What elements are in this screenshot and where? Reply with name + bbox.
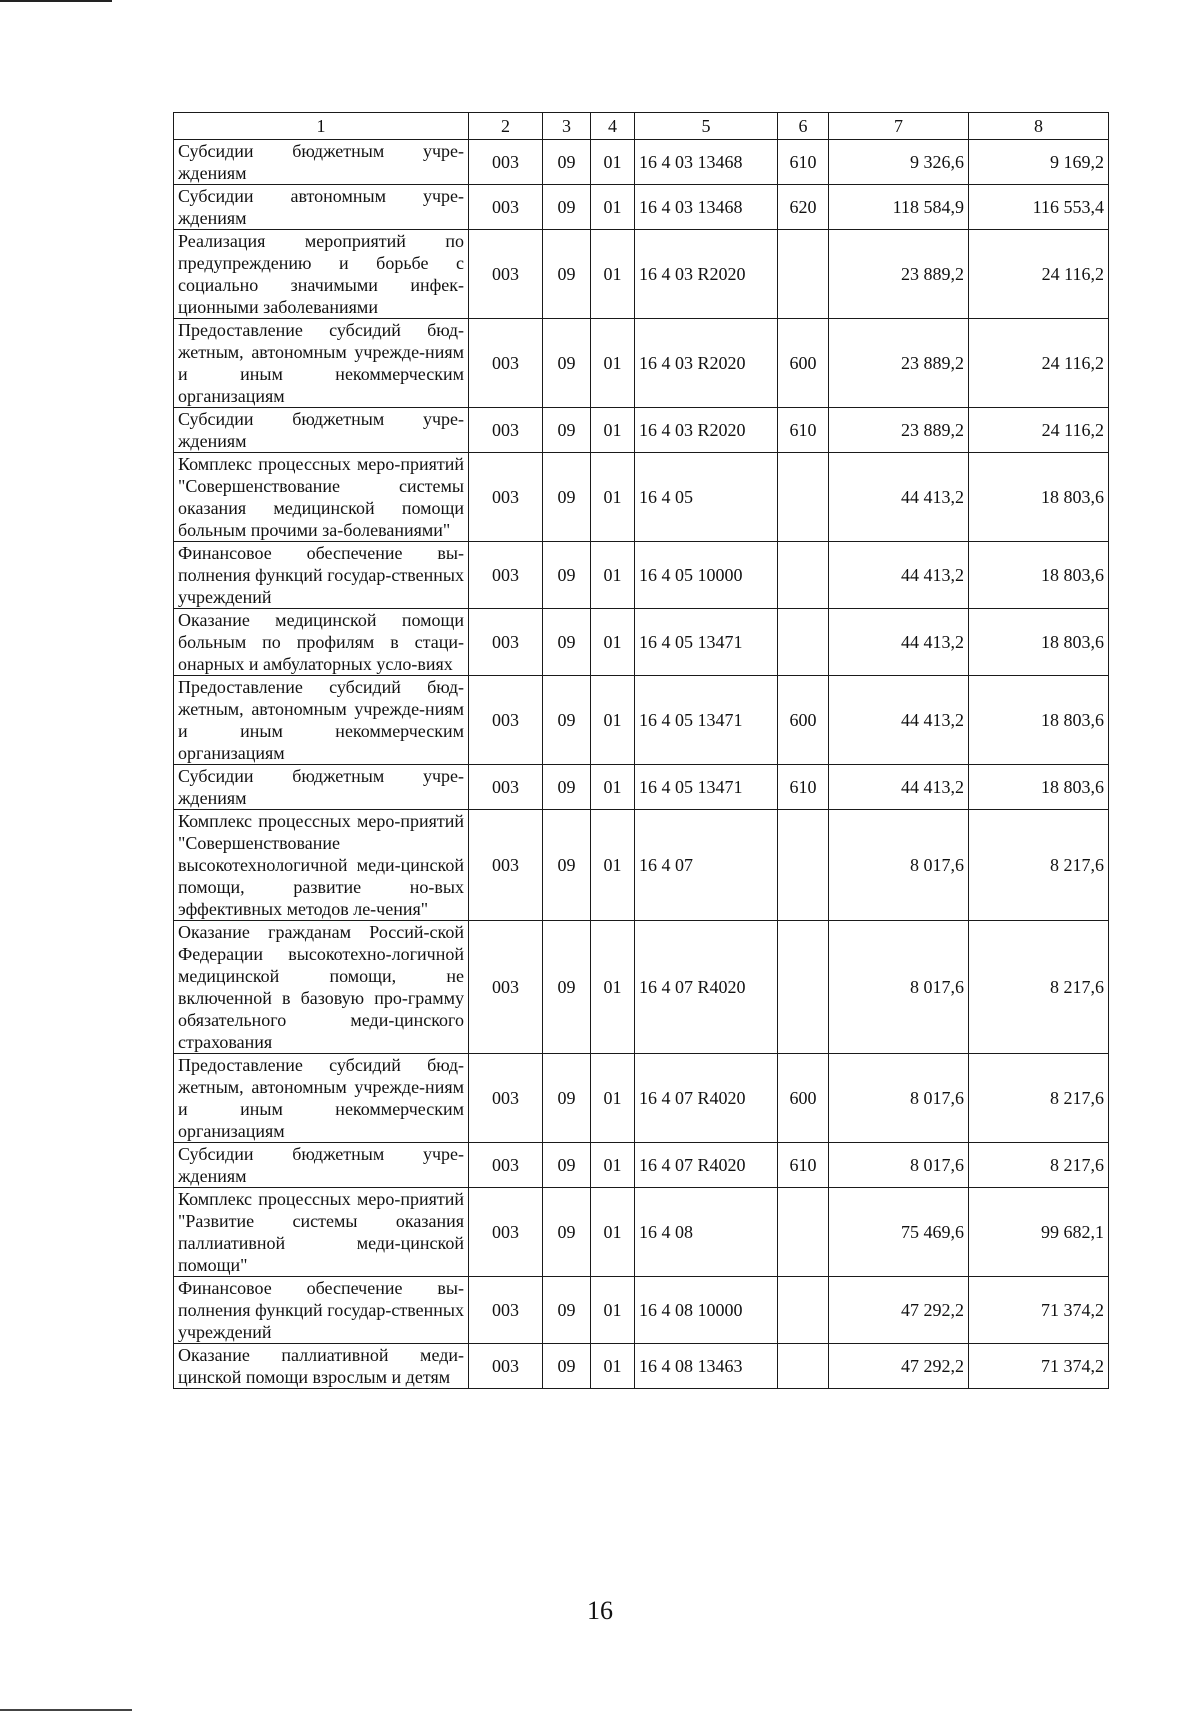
row-name-cell: Оказание гражданам Россий-ской Федерации высокотехно-логичной медицинской помощи, не включенной в базовую про-грамму обязательного меди-цинского страхования — [174, 921, 469, 1054]
row-name-cell: Финансовое обеспечение вы-полнения функций государ-ственных учреждений — [174, 1277, 469, 1344]
col-8-cell: 8 217,6 — [969, 1054, 1109, 1143]
col-2-cell: 003 — [469, 1188, 543, 1277]
col-8-cell: 18 803,6 — [969, 765, 1109, 810]
col-3-cell: 09 — [543, 676, 591, 765]
col-5-cell: 16 4 03 13468 — [635, 140, 778, 185]
column-header: 1 — [174, 113, 469, 140]
col-7-cell: 23 889,2 — [829, 230, 969, 319]
table-row — [174, 319, 1109, 408]
col-2-cell: 003 — [469, 408, 543, 453]
table-row — [174, 1277, 1109, 1344]
table-row — [174, 542, 1109, 609]
col-6-cell — [778, 542, 829, 609]
table-row — [174, 1054, 1109, 1143]
column-header: 8 — [969, 113, 1109, 140]
col-7-cell: 23 889,2 — [829, 408, 969, 453]
col-8-cell: 99 682,1 — [969, 1188, 1109, 1277]
col-8-cell: 9 169,2 — [969, 140, 1109, 185]
table-row — [174, 408, 1109, 453]
col-7-cell: 8 017,6 — [829, 810, 969, 921]
col-8-cell: 8 217,6 — [969, 810, 1109, 921]
col-8-cell: 71 374,2 — [969, 1277, 1109, 1344]
table-body — [174, 140, 1109, 1389]
col-3-cell: 09 — [543, 921, 591, 1054]
col-4-cell: 01 — [591, 810, 635, 921]
col-2-cell: 003 — [469, 185, 543, 230]
col-8-cell: 8 217,6 — [969, 921, 1109, 1054]
col-2-cell: 003 — [469, 1344, 543, 1389]
table-row — [174, 1188, 1109, 1277]
table-row — [174, 676, 1109, 765]
column-header: 6 — [778, 113, 829, 140]
row-name-cell: Оказание медицинской помощи больным по профилям в стаци-онарных и амбулаторных усло-виях — [174, 609, 469, 676]
row-name-cell: Субсидии бюджетным учре-ждениям — [174, 765, 469, 810]
col-6-cell: 600 — [778, 1054, 829, 1143]
row-name-cell: Комплекс процессных меро-приятий "Развитие системы оказания паллиативной меди-цинской помощи" — [174, 1188, 469, 1277]
col-4-cell: 01 — [591, 765, 635, 810]
col-4-cell: 01 — [591, 609, 635, 676]
col-4-cell: 01 — [591, 1188, 635, 1277]
col-5-cell: 16 4 05 10000 — [635, 542, 778, 609]
row-name-cell: Предоставление субсидий бюд-жетным, автономным учрежде-ниям и иным некоммерческим организациям — [174, 676, 469, 765]
row-name-cell: Предоставление субсидий бюд-жетным, автономным учрежде-ниям и иным некоммерческим организациям — [174, 319, 469, 408]
col-3-cell: 09 — [543, 609, 591, 676]
row-name-cell: Предоставление субсидий бюд-жетным, автономным учрежде-ниям и иным некоммерческим организациям — [174, 1054, 469, 1143]
col-3-cell: 09 — [543, 542, 591, 609]
col-5-cell: 16 4 03 R2020 — [635, 230, 778, 319]
col-2-cell: 003 — [469, 1143, 543, 1188]
col-6-cell: 610 — [778, 765, 829, 810]
row-name-cell: Комплекс процессных меро-приятий "Совершенствование системы оказания медицинской помощи больным прочими за-болеваниями" — [174, 453, 469, 542]
col-4-cell: 01 — [591, 676, 635, 765]
col-4-cell: 01 — [591, 542, 635, 609]
col-6-cell: 620 — [778, 185, 829, 230]
col-5-cell: 16 4 03 R2020 — [635, 319, 778, 408]
table-row — [174, 810, 1109, 921]
col-4-cell: 01 — [591, 185, 635, 230]
column-header: 3 — [543, 113, 591, 140]
col-4-cell: 01 — [591, 1277, 635, 1344]
col-2-cell: 003 — [469, 542, 543, 609]
col-7-cell: 118 584,9 — [829, 185, 969, 230]
col-6-cell — [778, 1344, 829, 1389]
col-8-cell: 24 116,2 — [969, 230, 1109, 319]
row-name-cell: Оказание паллиативной меди-цинской помощи взрослым и детям — [174, 1344, 469, 1389]
col-5-cell: 16 4 05 — [635, 453, 778, 542]
col-8-cell: 116 553,4 — [969, 185, 1109, 230]
col-2-cell: 003 — [469, 319, 543, 408]
col-2-cell: 003 — [469, 1054, 543, 1143]
col-4-cell: 01 — [591, 140, 635, 185]
table-row — [174, 230, 1109, 319]
col-5-cell: 16 4 07 R4020 — [635, 921, 778, 1054]
col-3-cell: 09 — [543, 408, 591, 453]
col-3-cell: 09 — [543, 1277, 591, 1344]
column-header: 5 — [635, 113, 778, 140]
col-2-cell: 003 — [469, 1277, 543, 1344]
col-3-cell: 09 — [543, 765, 591, 810]
table-row — [174, 1143, 1109, 1188]
col-3-cell: 09 — [543, 453, 591, 542]
col-7-cell: 44 413,2 — [829, 676, 969, 765]
col-7-cell: 9 326,6 — [829, 140, 969, 185]
column-header: 4 — [591, 113, 635, 140]
table-row — [174, 140, 1109, 185]
col-7-cell: 8 017,6 — [829, 921, 969, 1054]
col-4-cell: 01 — [591, 1143, 635, 1188]
row-name-cell: Субсидии бюджетным учре-ждениям — [174, 408, 469, 453]
col-3-cell: 09 — [543, 1143, 591, 1188]
col-3-cell: 09 — [543, 230, 591, 319]
col-6-cell — [778, 921, 829, 1054]
col-8-cell: 18 803,6 — [969, 542, 1109, 609]
table-header-row — [174, 113, 1109, 140]
col-8-cell: 8 217,6 — [969, 1143, 1109, 1188]
col-2-cell: 003 — [469, 609, 543, 676]
col-5-cell: 16 4 08 10000 — [635, 1277, 778, 1344]
col-6-cell: 600 — [778, 676, 829, 765]
col-8-cell: 71 374,2 — [969, 1344, 1109, 1389]
table-row — [174, 453, 1109, 542]
bottom-edge-mark — [0, 1709, 132, 1711]
row-name-cell: Финансовое обеспечение вы-полнения функций государ-ственных учреждений — [174, 542, 469, 609]
budget-table — [173, 112, 1109, 1389]
row-name-cell: Субсидии автономным учре-ждениям — [174, 185, 469, 230]
col-5-cell: 16 4 05 13471 — [635, 609, 778, 676]
column-header: 2 — [469, 113, 543, 140]
row-name-cell: Субсидии бюджетным учре-ждениям — [174, 140, 469, 185]
col-7-cell: 44 413,2 — [829, 765, 969, 810]
col-4-cell: 01 — [591, 453, 635, 542]
col-8-cell: 18 803,6 — [969, 453, 1109, 542]
col-2-cell: 003 — [469, 230, 543, 319]
col-6-cell — [778, 230, 829, 319]
col-4-cell: 01 — [591, 230, 635, 319]
col-6-cell: 610 — [778, 408, 829, 453]
col-4-cell: 01 — [591, 1344, 635, 1389]
col-5-cell: 16 4 08 — [635, 1188, 778, 1277]
col-5-cell: 16 4 08 13463 — [635, 1344, 778, 1389]
col-6-cell — [778, 453, 829, 542]
col-6-cell: 600 — [778, 319, 829, 408]
col-2-cell: 003 — [469, 810, 543, 921]
col-4-cell: 01 — [591, 408, 635, 453]
col-7-cell: 75 469,6 — [829, 1188, 969, 1277]
row-name-cell: Комплекс процессных меро-приятий "Совершенствование высокотехнологичной меди-цинской помощи, развитие но-вых эффективных методов ле-чения" — [174, 810, 469, 921]
col-5-cell: 16 4 05 13471 — [635, 765, 778, 810]
table-row — [174, 1344, 1109, 1389]
table-row — [174, 765, 1109, 810]
col-5-cell: 16 4 07 R4020 — [635, 1054, 778, 1143]
col-8-cell: 24 116,2 — [969, 408, 1109, 453]
top-edge-mark — [0, 0, 112, 2]
col-7-cell: 47 292,2 — [829, 1277, 969, 1344]
table-row — [174, 921, 1109, 1054]
col-4-cell: 01 — [591, 1054, 635, 1143]
col-3-cell: 09 — [543, 319, 591, 408]
col-3-cell: 09 — [543, 1054, 591, 1143]
row-name-cell: Реализация мероприятий по предупреждению и борьбе с социально значимыми инфек-ционными заболеваниями — [174, 230, 469, 319]
col-7-cell: 8 017,6 — [829, 1143, 969, 1188]
col-6-cell — [778, 1277, 829, 1344]
col-7-cell: 44 413,2 — [829, 609, 969, 676]
col-5-cell: 16 4 05 13471 — [635, 676, 778, 765]
col-8-cell: 18 803,6 — [969, 676, 1109, 765]
col-7-cell: 47 292,2 — [829, 1344, 969, 1389]
col-8-cell: 24 116,2 — [969, 319, 1109, 408]
col-7-cell: 44 413,2 — [829, 453, 969, 542]
table-row — [174, 185, 1109, 230]
col-4-cell: 01 — [591, 319, 635, 408]
col-3-cell: 09 — [543, 1188, 591, 1277]
col-3-cell: 09 — [543, 185, 591, 230]
col-3-cell: 09 — [543, 810, 591, 921]
col-3-cell: 09 — [543, 140, 591, 185]
col-4-cell: 01 — [591, 921, 635, 1054]
col-6-cell — [778, 609, 829, 676]
table-row — [174, 609, 1109, 676]
col-5-cell: 16 4 03 R2020 — [635, 408, 778, 453]
page-number: 16 — [587, 1596, 613, 1625]
col-6-cell: 610 — [778, 140, 829, 185]
col-2-cell: 003 — [469, 453, 543, 542]
col-7-cell: 8 017,6 — [829, 1054, 969, 1143]
column-header: 7 — [829, 113, 969, 140]
col-5-cell: 16 4 07 — [635, 810, 778, 921]
col-2-cell: 003 — [469, 676, 543, 765]
col-6-cell — [778, 1188, 829, 1277]
col-8-cell: 18 803,6 — [969, 609, 1109, 676]
col-2-cell: 003 — [469, 140, 543, 185]
col-6-cell: 610 — [778, 1143, 829, 1188]
col-7-cell: 23 889,2 — [829, 319, 969, 408]
col-2-cell: 003 — [469, 921, 543, 1054]
col-7-cell: 44 413,2 — [829, 542, 969, 609]
col-3-cell: 09 — [543, 1344, 591, 1389]
col-5-cell: 16 4 03 13468 — [635, 185, 778, 230]
col-2-cell: 003 — [469, 765, 543, 810]
col-6-cell — [778, 810, 829, 921]
col-5-cell: 16 4 07 R4020 — [635, 1143, 778, 1188]
row-name-cell: Субсидии бюджетным учре-ждениям — [174, 1143, 469, 1188]
